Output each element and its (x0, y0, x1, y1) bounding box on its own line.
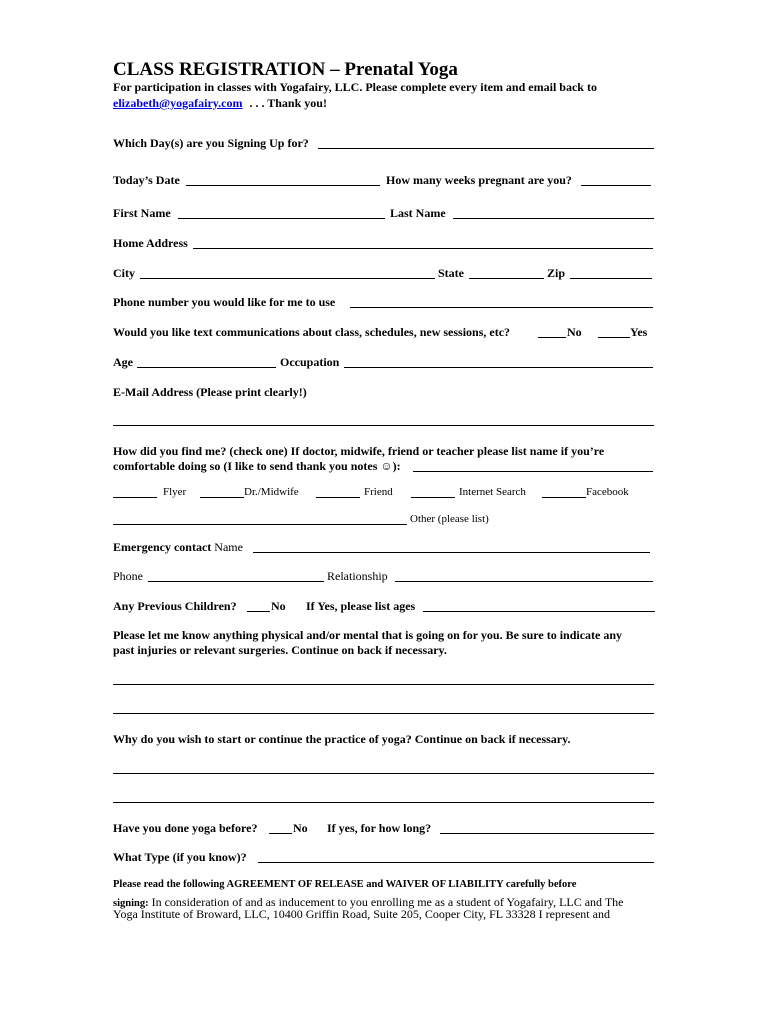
children-ages-label: If Yes, please list ages (306, 599, 416, 613)
relationship-field[interactable] (395, 581, 653, 582)
weeks-pregnant-label: How many weeks pregnant are you? (386, 173, 572, 187)
option-internet: Internet Search (459, 486, 526, 498)
emergency-name-field[interactable] (253, 552, 650, 553)
done-before-no-field[interactable] (269, 833, 292, 834)
agreement-lead-2: signing: (113, 898, 149, 909)
occupation-field[interactable] (344, 367, 653, 368)
why-field-2[interactable] (113, 802, 654, 803)
last-name-label: Last Name (390, 206, 446, 220)
city-label: City (113, 266, 135, 280)
last-name-field[interactable] (453, 218, 654, 219)
how-long-label: If yes, for how long? (327, 821, 432, 835)
midwife-check[interactable] (200, 497, 244, 498)
days-field[interactable] (318, 148, 654, 149)
what-type-field[interactable] (258, 862, 654, 863)
physical-field-2[interactable] (113, 713, 654, 714)
physical-question-2: past injuries or relevant surgeries. Continue on back if necessary. (113, 643, 447, 657)
todays-date-field[interactable] (186, 185, 380, 186)
agreement-lead: Please read the following AGREEMENT OF RELEASE and WAIVER OF LIABILITY carefully before (113, 879, 577, 890)
text-comm-no-field[interactable] (538, 337, 566, 338)
done-before-label: Have you done yoga before? (113, 821, 258, 835)
other-field[interactable] (113, 524, 407, 525)
age-label: Age (113, 355, 133, 369)
option-other: Other (please list) (410, 513, 489, 525)
first-name-label: First Name (113, 206, 171, 220)
friend-check[interactable] (316, 497, 360, 498)
weeks-pregnant-field[interactable] (581, 185, 651, 186)
text-comm-no-label: No (567, 325, 582, 339)
text-comm-yes-field[interactable] (598, 337, 630, 338)
agreement-text-2: Yoga Institute of Broward, LLC, 10400 Griffin Road, Suite 205, Cooper City, FL 33328 I represent and (113, 907, 610, 921)
state-field[interactable] (469, 278, 544, 279)
city-field[interactable] (140, 278, 435, 279)
emergency-phone-label: Phone (113, 569, 143, 583)
option-facebook: Facebook (586, 486, 629, 498)
intro-text-2 (113, 96, 327, 111)
zip-label: Zip (547, 266, 566, 280)
home-address-label: Home Address (113, 236, 188, 250)
done-before-no-label: No (293, 821, 308, 835)
days-label: Which Day(s) are you Signing Up for? (113, 136, 309, 150)
emergency-name-label: Name (214, 540, 243, 554)
referral-name-field[interactable] (413, 471, 653, 472)
emergency-label (113, 540, 243, 555)
phone-field[interactable] (350, 307, 653, 308)
agreement-text-1: In consideration of and as inducement to you enrolling me as a student of Yogafairy, LLC and The (148, 895, 624, 909)
option-midwife: Dr./Midwife (244, 486, 299, 498)
children-question: Any Previous Children? (113, 599, 237, 613)
email-address-field[interactable] (113, 425, 654, 426)
email-link[interactable]: elizabeth@yogafairy.com (113, 96, 243, 110)
internet-check[interactable] (411, 497, 455, 498)
why-question: Why do you wish to start or continue the practice of yoga? Continue on back if necessary. (113, 732, 571, 746)
physical-question: Please let me know anything physical and/or mental that is going on for you. Be sure to indicate any (113, 628, 623, 642)
page-title: CLASS REGISTRATION – Prenatal Yoga (113, 59, 458, 80)
zip-field[interactable] (570, 278, 652, 279)
intro-text: For participation in classes with Yogafairy, LLC. Please complete every item and email back to (113, 80, 597, 94)
text-comm-label: Would you like text communications about class, schedules, new sessions, etc? (113, 325, 511, 339)
referral-question-2: comfortable doing so (I like to send thank you notes ☺): (113, 459, 401, 473)
children-ages-field[interactable] (423, 611, 655, 612)
option-flyer: Flyer (163, 486, 187, 498)
children-no-field[interactable] (247, 611, 270, 612)
why-field-1[interactable] (113, 773, 654, 774)
emergency-phone-field[interactable] (148, 581, 324, 582)
what-type-label: What Type (if you know)? (113, 850, 247, 864)
how-long-field[interactable] (440, 833, 654, 834)
email-address-label: E-Mail Address (Please print clearly!) (113, 385, 307, 399)
first-name-field[interactable] (178, 218, 385, 219)
state-label: State (438, 266, 464, 280)
emergency-contact-label: Emergency contact (113, 540, 212, 554)
referral-question: How did you find me? (check one) If doctor, midwife, friend or teacher please list name if you’re (113, 444, 605, 458)
relationship-label: Relationship (327, 569, 388, 583)
text-comm-yes-label: Yes (630, 325, 648, 339)
children-no-label: No (271, 599, 286, 613)
facebook-check[interactable] (542, 497, 586, 498)
intro-tail: . . . Thank you! (249, 96, 327, 110)
occupation-label: Occupation (280, 355, 340, 369)
home-address-field[interactable] (193, 248, 653, 249)
age-field[interactable] (137, 367, 276, 368)
todays-date-label: Today’s Date (113, 173, 180, 187)
phone-label: Phone number you would like for me to use (113, 295, 336, 309)
option-friend: Friend (364, 486, 393, 498)
physical-field-1[interactable] (113, 684, 654, 685)
flyer-check[interactable] (113, 497, 157, 498)
